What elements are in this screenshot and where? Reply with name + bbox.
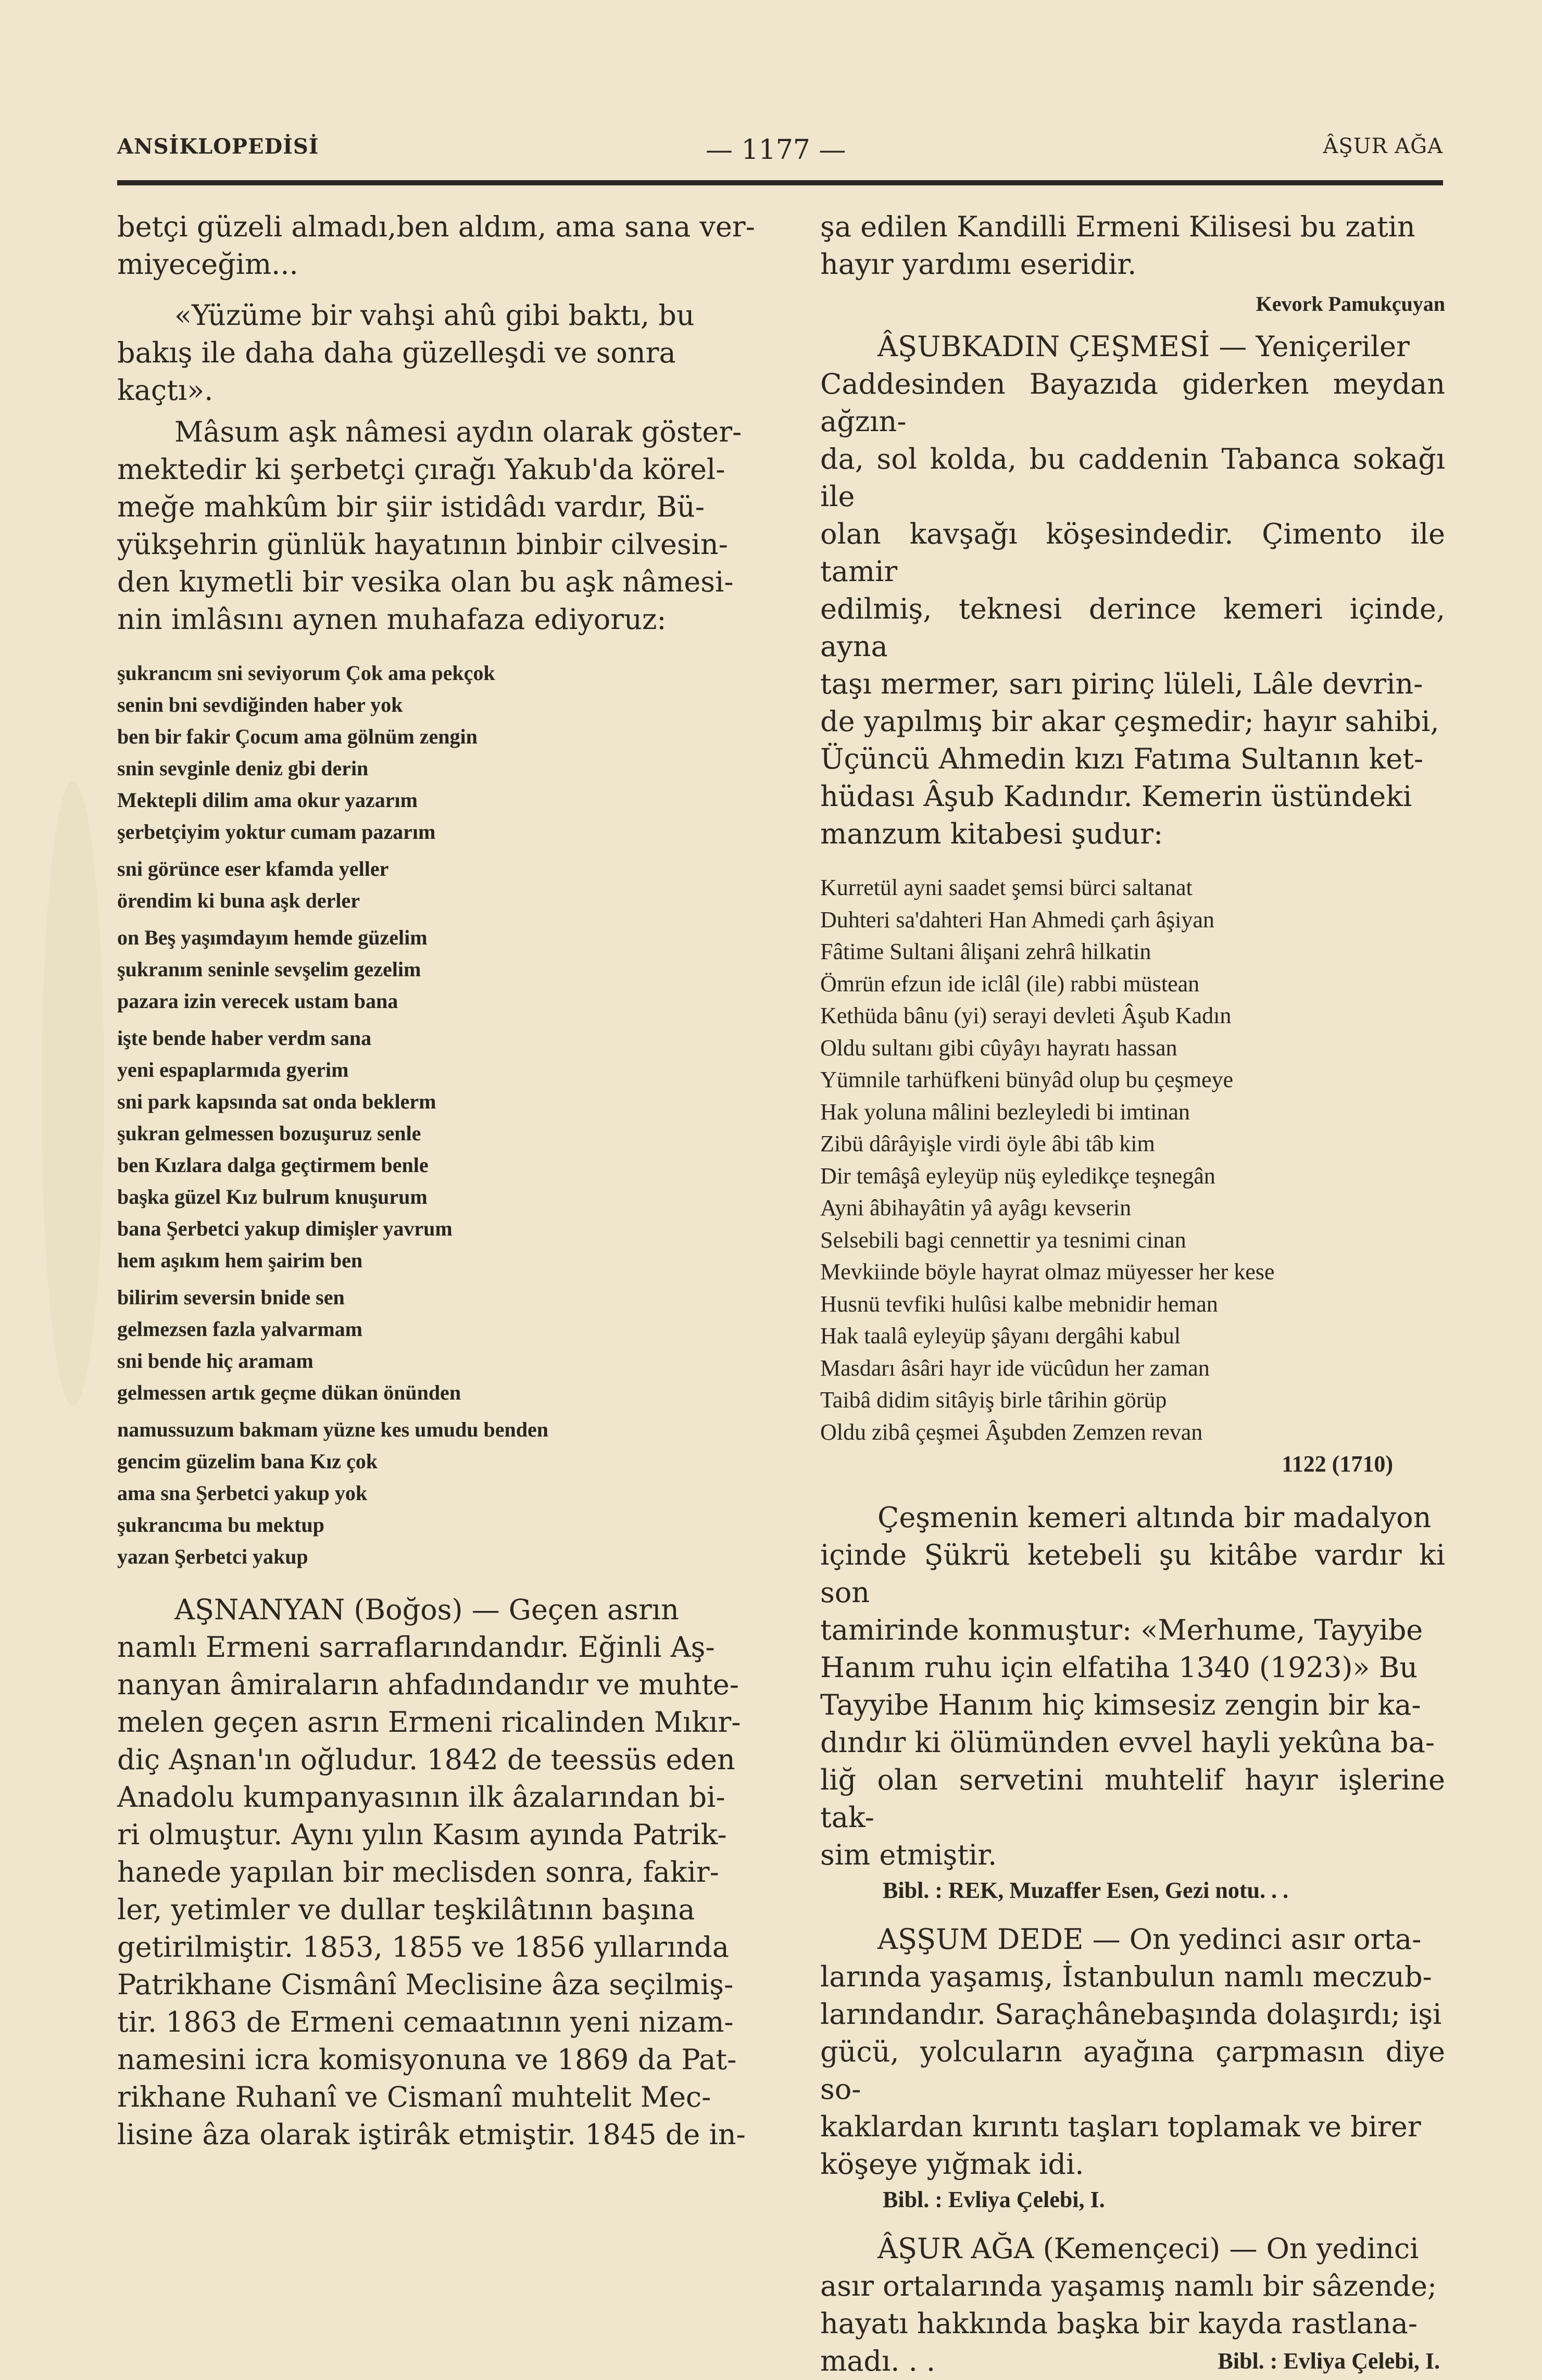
entry-assum-dede	[820, 1921, 1445, 2183]
text-line: yükşehrin günlük hayatının binbir cilvesin-	[117, 528, 728, 561]
text-line: manzum kitabesi şudur:	[820, 817, 1163, 850]
text-line: melen geçen asrın Ermeni ricalinden Mıkır-	[117, 1706, 741, 1739]
entry-heading-line: AŞŞUM DEDE — On yedinci asır orta-	[877, 1922, 1422, 1956]
text-line: Tayyibe Hanım hiç kimsesiz zengin bir ka-	[820, 1688, 1421, 1721]
poem-line: şukranım seninle sevşelim gezelim	[117, 958, 421, 981]
text-line: tamirinde konmuştur: «Merhume, Tayyibe	[820, 1613, 1423, 1646]
bibliography: Bibl. : Evliya Çelebi, I.	[1218, 2348, 1440, 2374]
bibliography: Bibl. : REK, Muzaffer Esen, Gezi notu. . .	[883, 1877, 1288, 1903]
text-line: hayır yardımı eseridir.	[820, 248, 1137, 281]
text-line: da, sol kolda, bu caddenin Tabanca sokağı ile	[820, 443, 1445, 513]
text-line: diç Aşnan'ın oğludur. 1842 de teessüs eden	[117, 1743, 735, 1776]
text-line: ri olmuştur. Aynı yılın Kasım ayında Patrik-	[117, 1818, 727, 1851]
inscription-year: 1122 (1710)	[1282, 1451, 1393, 1477]
poem-line: şerbetçiyim yoktur cumam pazarım	[117, 820, 436, 843]
text-line: kaçtı».	[117, 374, 214, 407]
verse-line: Dir temâşâ eyleyüp nüş eyledikçe teşnegân	[820, 1163, 1215, 1189]
author-signature: Kevork Pamukçuyan	[1256, 292, 1445, 316]
text-line: Çeşmenin kemeri altında bir madalyon	[877, 1501, 1432, 1534]
entry-asur-aga	[820, 2230, 1445, 2380]
poem-line: ben bir fakir Çocum ama gölnüm zengin	[117, 725, 478, 748]
text-line: Caddesinden Bayazıda giderken meydan ağzın-	[820, 368, 1445, 438]
text-line: tir. 1863 de Ermeni cemaatının yeni nizam-	[117, 2006, 734, 2038]
text-line: «Yüzüme bir vahşi ahû gibi baktı, bu	[174, 299, 695, 332]
verse-line: Duhteri sa'dahteri Han Ahmedi çarh âşiyan	[820, 906, 1214, 933]
text-line: taşı mermer, sarı pirinç lüleli, Lâle devrin-	[820, 668, 1423, 700]
verse-line: Kethüda bânu (yi) serayi devleti Âşub Kadın	[820, 1003, 1232, 1028]
verse-line: Taibâ didim sitâyiş birle târihin görüp	[820, 1387, 1167, 1413]
poem-line: hem aşıkım hem şairim ben	[117, 1249, 363, 1272]
verse-line: Yümnile tarhüfkeni bünyâd olup bu çeşmeye	[820, 1067, 1234, 1092]
poem-line: sni bende hiç aramam	[117, 1349, 314, 1372]
text-line: rikhane Ruhanî ve Cismanî muhtelit Mec-	[117, 2081, 711, 2113]
text-line: asır ortalarında yaşamış namlı bir sâzende;	[820, 2269, 1437, 2302]
verse-line: Mevkiinde böyle hayrat olmaz müyesser her kese	[820, 1259, 1275, 1285]
entry-heading-line: ÂŞUR AĞA (Kemençeci) — On yedinci	[877, 2232, 1419, 2265]
text-line: ler, yetimler ve dullar teşkilâtının başına	[117, 1893, 695, 1926]
poem-line: gelmezsen fazla yalvarmam	[117, 1317, 362, 1341]
poem-line: şukrancıma bu mektup	[117, 1513, 324, 1537]
text-line: olan kavşağı köşesindedir. Çimento ile tamir	[820, 518, 1445, 588]
right-column	[820, 208, 1445, 2380]
poem-line: gelmessen artık geçme dükan önünden	[117, 1381, 461, 1404]
fountain-inscription	[820, 872, 1445, 1480]
entry-heading-line: ÂŞUBKADIN ÇEŞMESİ — Yeniçeriler	[877, 330, 1410, 363]
text-line: hanede yapılan bir meclisden sonra, fakir-	[117, 1856, 719, 1888]
entry-asubkadin	[820, 328, 1445, 853]
text-line: den kıymetli bir vesika olan bu aşk nâmesi-	[117, 565, 734, 598]
poem-line: gencim güzelim bana Kız çok	[117, 1450, 378, 1473]
poem-line: başka güzel Kız bulrum knuşurum	[117, 1185, 428, 1208]
poem-line: sni görünce eser kfamda yeller	[117, 857, 389, 880]
poem-line: ama sna Şerbetci yakup yok	[117, 1481, 368, 1505]
paragraph	[117, 413, 758, 638]
text-line: Patrikhane Cismânî Meclisine âza seçilmiş-	[117, 1968, 734, 2001]
poem-line: şukrancım sni seviyorum Çok ama pekçok	[117, 661, 495, 685]
poem-line: pazara izin verecek ustam bana	[117, 989, 398, 1013]
paragraph	[820, 1499, 1445, 1874]
love-letter-poem	[117, 657, 758, 1572]
poem-line: Mektepli dilim ama okur yazarım	[117, 788, 418, 812]
poem-line: on Beş yaşımdayım hemde güzelim	[117, 926, 428, 949]
poem-line: yazan Şerbetci yakup	[117, 1545, 308, 1568]
poem-line: işte bende haber verdm sana	[117, 1026, 372, 1050]
verse-line: Zibü dârâyişle virdi öyle âbi tâb kim	[820, 1131, 1155, 1156]
poem-line: örendim ki buna aşk derler	[117, 889, 360, 912]
text-line: larındandır. Saraçhânebaşında dolaşırdı; işi	[820, 1997, 1442, 2031]
text-line: nin imlâsını aynen muhafaza ediyoruz:	[117, 603, 667, 636]
text-line: sim etmiştir.	[820, 1838, 997, 1871]
text-line: hüdası Âşub Kadındır. Kemerin üstündeki	[820, 780, 1412, 813]
left-column	[117, 208, 758, 2154]
text-line: madı. . .	[820, 2344, 936, 2377]
poem-line: yeni espaplarmıda gyerim	[117, 1058, 349, 1081]
header-right: ÂŞUR AĞA	[1323, 134, 1443, 158]
poem-line: bilirim seversin bnide sen	[117, 1286, 345, 1309]
entry-heading-line: AŞNANYAN (Boğos) — Geçen asrın	[174, 1593, 679, 1626]
header-left: ANSİKLOPEDİSİ	[117, 134, 319, 159]
text-line: Anadolu kumpanyasının ilk âzalarından bi-	[117, 1781, 725, 1814]
text-line: miyeceğim...	[117, 248, 298, 281]
text-line: bakış ile daha daha güzelleşdi ve sonra	[117, 336, 676, 369]
verse-line: Husnü tevfiki hulûsi kalbe mebnidir heman	[820, 1291, 1218, 1317]
header-rule	[117, 180, 1443, 185]
text-line: namesini icra komisyonuna ve 1869 da Pat-	[117, 2043, 737, 2076]
verse-line: Fâtime Sultani âlişani zehrâ hilkatin	[820, 939, 1151, 964]
poem-line: sni park kapsında sat onda beklerm	[117, 1090, 436, 1113]
verse-line: Kurretül ayni saadet şemsi bürci saltanat	[820, 875, 1193, 900]
poem-line: ben Kızlara dalga geçtirmem benle	[117, 1153, 429, 1177]
text-line: lisine âza olarak iştirâk etmiştir. 1845 de in-	[117, 2118, 746, 2151]
verse-line: Selsebili bagi cennettir ya tesnimi cinan	[820, 1227, 1186, 1253]
poem-line: namussuzum bakmam yüzne kes umudu benden	[117, 1418, 549, 1441]
entry-asnanyan	[117, 1591, 758, 2154]
verse-line: Hak yoluna mâlini bezleyledi bi imtinan	[820, 1099, 1190, 1125]
text-line: de yapılmış bir akar çeşmedir; hayır sahibi,	[820, 705, 1439, 738]
text-line: meğe mahkûm bir şiir istidâdı vardır, Bü-	[117, 490, 705, 523]
text-line: betçi güzeli almadı,ben aldım, ama sana ver-	[117, 210, 755, 243]
text-line: edilmiş, teknesi derince kemeri içinde, ayna	[820, 593, 1445, 663]
text-line: Hanım ruhu için elfatiha 1340 (1923)» Bu	[820, 1651, 1418, 1684]
poem-line: bana Şerbetci yakup dimişler yavrum	[117, 1217, 453, 1240]
text-line: kaklardan kırıntı taşları toplamak ve birer	[820, 2110, 1421, 2143]
paragraph	[117, 208, 758, 283]
verse-line: Ömrün efzun ide iclâl (ile) rabbi müstean	[820, 971, 1200, 997]
text-line: hayatı hakkında başka bir kayda rastlana-	[820, 2307, 1418, 2340]
text-line: larında yaşamış, İstanbulun namlı meczub-	[820, 1960, 1432, 1993]
poem-line: şukran gelmessen bozuşuruz senle	[117, 1122, 421, 1145]
text-line: mektedir ki şerbetçi çırağı Yakub'da körel-	[117, 453, 725, 486]
verse-line: Oldu zibâ çeşmei Âşubden Zemzen revan	[820, 1419, 1203, 1445]
text-line: içinde Şükrü ketebeli şu kitâbe vardır ki son	[820, 1538, 1445, 1609]
text-line: şa edilen Kandilli Ermeni Kilisesi bu zatin	[820, 210, 1415, 243]
poem-line: senin bni sevdiğinden haber yok	[117, 693, 403, 716]
verse-line: Ayni âbihayâtin yâ ayâgı kevserin	[820, 1195, 1132, 1220]
text-line: Üçüncü Ahmedin kızı Fatıma Sultanın ket-	[820, 742, 1424, 775]
text-line: dındır ki ölümünden evvel hayli yekûna ba-	[820, 1726, 1435, 1759]
page-header	[117, 134, 1443, 171]
text-line: getirilmiştir. 1853, 1855 ve 1856 yıllarında	[117, 1931, 729, 1963]
paragraph	[117, 297, 758, 409]
verse-line: Oldu sultanı gibi cûyâyı hayratı hassan	[820, 1035, 1177, 1061]
bibliography: Bibl. : Evliya Çelebi, I.	[883, 2186, 1105, 2212]
text-line: köşeye yığmak idi.	[820, 2147, 1084, 2181]
verse-line: Masdarı âsâri hayr ide vücûdun her zaman	[820, 1355, 1210, 1381]
page-stain	[42, 781, 104, 1406]
text-line: gücü, yolcuların ayağına çarpmasın diye so-	[820, 2035, 1445, 2106]
text-line: liğ olan servetini muhtelif hayır işlerine tak-	[820, 1763, 1445, 1834]
paragraph	[820, 208, 1445, 283]
page-number: — 1177 —	[706, 134, 846, 166]
text-line: nanyan âmiraların ahfadındandır ve muhte-	[117, 1668, 739, 1701]
poem-line: snin sevginle deniz gbi derin	[117, 757, 369, 780]
verse-line: Hak taalâ eyleyüp şâyanı dergâhi kabul	[820, 1323, 1181, 1349]
text-line: namlı Ermeni sarraflarındandır. Eğinli Aş-	[117, 1631, 715, 1664]
text-line: Mâsum aşk nâmesi aydın olarak göster-	[174, 415, 742, 448]
